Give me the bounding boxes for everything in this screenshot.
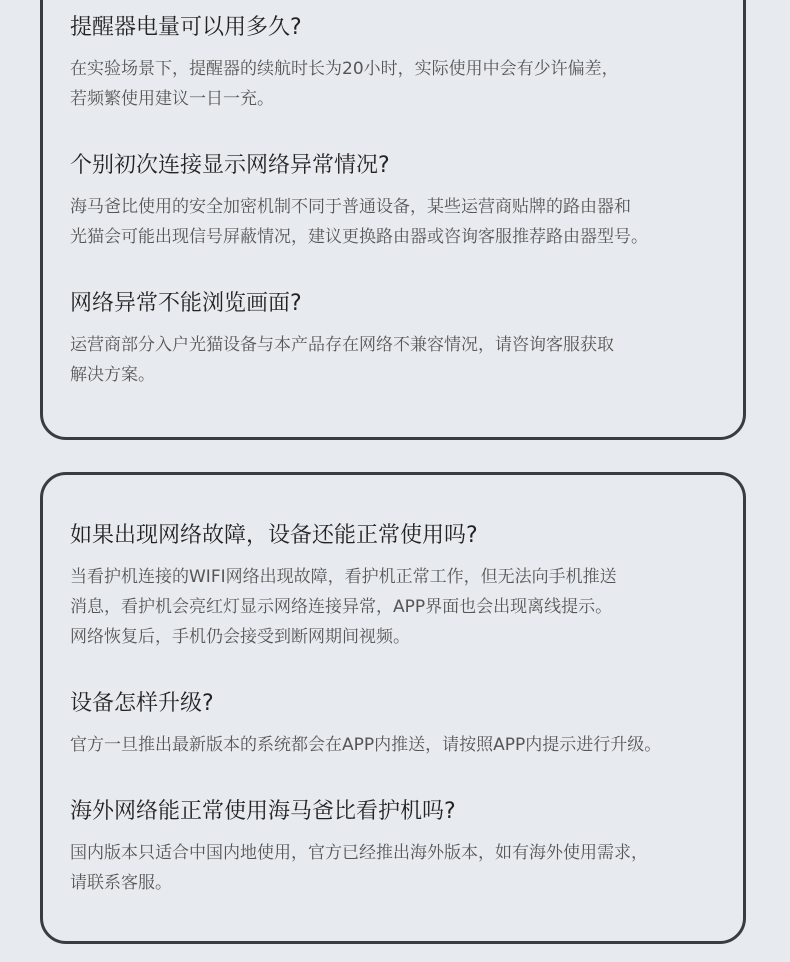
faq-answer: [70, 562, 733, 652]
faq-item-battery: [70, 13, 733, 114]
faq-item-overseas: [70, 797, 733, 898]
faq-question: 个别初次连接显示网络异常情况?: [70, 153, 390, 178]
faq-answer-line: 若频繁使用建议一日一充。: [70, 89, 274, 109]
faq-answer-line: 光猫会可能出现信号屏蔽情况，建议更换路由器或咨询客服推荐路由器型号。: [70, 227, 648, 247]
faq-answer: [70, 730, 733, 760]
faq-question: 海外网络能正常使用海马爸比看护机吗?: [70, 799, 456, 824]
faq-item-network-view: [70, 289, 733, 390]
faq-item-network-failure: [70, 521, 733, 652]
faq-card-1: [40, 0, 746, 440]
faq-answer-line: 消息，看护机会亮红灯显示网络连接异常，APP界面也会出现离线提示。: [70, 597, 613, 617]
faq-answer: [70, 330, 733, 390]
faq-question: 提醒器电量可以用多久?: [70, 15, 302, 40]
faq-answer-line: 海马爸比使用的安全加密机制不同于普通设备，某些运营商贴牌的路由器和: [70, 197, 631, 217]
faq-item-upgrade: [70, 689, 733, 760]
faq-answer: [70, 54, 733, 114]
faq-answer-line: 请联系客服。: [70, 873, 172, 893]
faq-answer-line: 官方一旦推出最新版本的系统都会在APP内推送，请按照APP内提示进行升级。: [70, 735, 662, 755]
faq-answer-line: 在实验场景下，提醒器的续航时长为20小时，实际使用中会有少许偏差，: [70, 59, 619, 79]
faq-item-first-connect: [70, 151, 733, 252]
faq-answer-line: 国内版本只适合中国内地使用，官方已经推出海外版本，如有海外使用需求，: [70, 843, 648, 863]
faq-answer-line: 当看护机连接的WIFI网络出现故障，看护机正常工作，但无法向手机推送: [70, 567, 617, 587]
faq-answer-line: 解决方案。: [70, 365, 155, 385]
faq-question: 设备怎样升级?: [70, 691, 214, 716]
faq-question: 网络异常不能浏览画面?: [70, 291, 302, 316]
faq-question: 如果出现网络故障，设备还能正常使用吗?: [70, 523, 478, 548]
faq-answer-line: 运营商部分入户光猫设备与本产品存在网络不兼容情况，请咨询客服获取: [70, 335, 614, 355]
faq-answer: [70, 192, 733, 252]
faq-card-2: [40, 472, 746, 944]
faq-answer: [70, 838, 733, 898]
faq-answer-line: 网络恢复后，手机仍会接受到断网期间视频。: [70, 627, 410, 647]
